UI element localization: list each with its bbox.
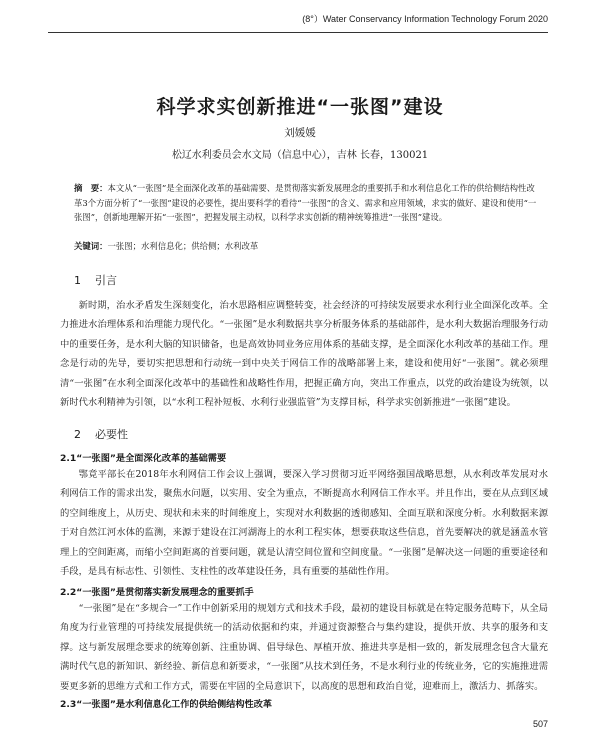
- introduction-paragraph: 新时期，治水矛盾发生深刻变化，治水思路相应调整转变，社会经济的可持续发展要求水利行业全面深化改革。全力推进水治理体系和治理能力现代化。“一张图”是水利数据共享分析服务体系的基础部件，是水利大数据治理服务行动中的重要任务，是水利大脑的知识储备，也是高效协同业务应用体系的基础支撑，是全面深化水利改革的基础工作。理念是行动的先导，要切实把思想和行动统一到中央关于网信工作的战略部署上来，建设和使用好“一张图”。就必须理清“一张图”在水利全面深化改革中的基础性和战略性作用，把握正确方向，突出工作重点，以党的政治建设为统领，以新时代水利精神为引领，以“水利工程补短板、水利行业强监管”为支撑目标，科学求实创新推进“一张图”建设。: [60, 300, 548, 409]
- section-title: 引言: [95, 274, 117, 287]
- subsection-heading-2-2: 2.2“一张图”是贯彻落实新发展理念的重要抓手: [60, 587, 254, 598]
- subsection-heading-2-1: 2.1“一张图”是全面深化改革的基础需要: [60, 453, 227, 464]
- keywords: [74, 239, 538, 253]
- subsection-heading-2-3: 2.3“一张图”是水利信息化工作的供给侧结构性改革: [60, 699, 273, 710]
- paper-title: 科学求实创新推进“一张图”建设: [156, 96, 444, 118]
- paragraph-2-1: 鄂竟平部长在2018年水利网信工作会议上强调，要深入学习贯彻习近平网络强国战略思想，从水利改革发展对水利网信工作的需求出发，聚焦水问题，以实用、安全为重点，不断提高水利网信工作水平。并且作出，要在从点到区域的空间维度上，从历史、现状和未来的时间维度上，实现对水利数据的透彻感知、全面互联和深度分析。水利数据来源于对自然江河水体的监测，来源于建设在江河湖海上的水利工程实体，想要获取这些信息，首先要解决的就是涵盖水管理上的空间距离，而缩小空间距离的首要问题，就是认清空间位置和空间度量。“一张图”是解决这一问题的重要途径和手段，是具有标志性、引领性、支柱性的改革建设任务，具有重要的基础性作用。: [60, 469, 548, 578]
- section-number: 2: [74, 428, 81, 441]
- abstract: [74, 181, 538, 225]
- section-heading-introduction: [74, 272, 117, 288]
- section-title: 必要性: [95, 428, 128, 441]
- page-number: 507: [532, 719, 548, 729]
- author-name: 刘媛媛: [284, 127, 316, 139]
- section-heading-necessity: [74, 426, 128, 442]
- running-header: (8°）Water Conservancy Information Technology Forum 2020: [48, 10, 548, 33]
- section-number: 1: [74, 274, 81, 287]
- keywords-text: 一张图；水利信息化；供给侧；水利改革: [107, 241, 259, 251]
- keywords-label: 关键词：: [74, 241, 108, 251]
- paragraph-2-2: “一张图”是在“多规合一”工作中创新采用的规划方式和技术手段，最初的建设目标就是在特定服务范畴下，从全局角度为行业管理的可持续发展提供统一的活动依据和约束，并通过资源整合与集约建设，提供开放、共享的服务和支撑。这与新发展理念要求的统筹创新、注重协调、倡导绿色、厚植开放、推进共享是相一致的，新发展理念包含大量充满时代气息的新知识、新经验、新信息和新要求，“一张图”从技术到任务，不是水利行业的传统业务，它的实施推进需要更多新的思维方式和工作方式，需要在牢固的全局意识下，以高度的思想和政治自觉，迎难而上，激活力、抓落实。: [60, 603, 548, 692]
- author-affiliation: 松辽水利委员会水文局（信息中心），吉林 长春，130021: [171, 150, 429, 161]
- abstract-text: 本文从“一张图”是全面深化改革的基础需要、是贯彻落实新发展理念的重要抓手和水利信息化工作的供给侧结构性改革3个方面分析了“一张图”建设的必要性，提出要科学的看待“一张图”的含义、需求和应用领域，求实的做好、建设和使用“一张图”，创新地理解开拓“一张图”，把握发展主动权，以科学求实创新的精神统筹推进“一张图”建设。: [74, 183, 537, 222]
- abstract-label: 摘 要：: [74, 183, 108, 193]
